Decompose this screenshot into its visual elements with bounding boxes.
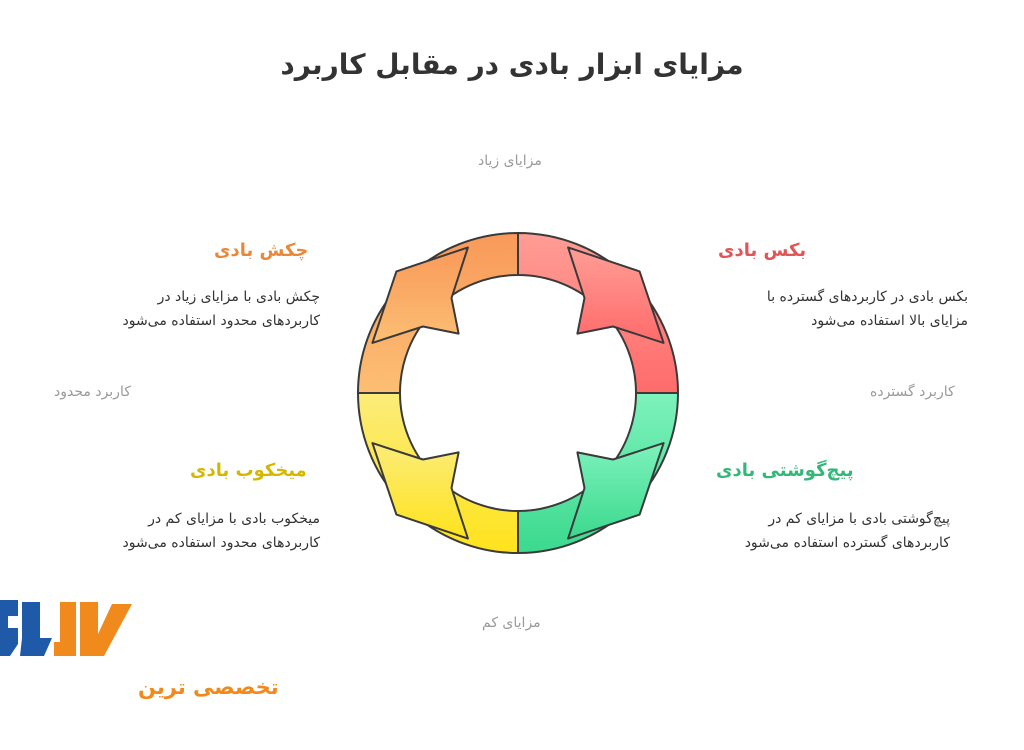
quadrant-desc-air-impact-wrench: بکس بادی در کاربردهای گسترده با مزایای بالا استفاده می‌شود [766,289,968,329]
cycle-diagram [340,215,696,571]
brand-logo [0,598,279,708]
axis-label-left: کاربرد محدود [54,384,131,400]
quadrant-title-air-impact-wrench: بکس بادی [718,240,807,261]
page-title: مزایای ابزار بادی در مقابل کاربرد [280,48,744,81]
quadrant-desc-air-nailer: میخکوب بادی با مزایای کم در کاربردهای محدود استفاده می‌شود [122,511,320,551]
logo-tagline: تخصصی ترین [138,675,279,699]
axis-label-right: کاربرد گسترده [870,384,955,400]
quadrant-desc-air-hammer: چکش بادی با مزایای زیاد در کاربردهای محدود استفاده می‌شود [122,289,320,329]
quadrant-title-air-hammer: چکش بادی [214,240,309,261]
quadrant-desc-air-screwdriver: پیچ‌گوشتی بادی با مزایای کم در کاربردهای گسترده استفاده می‌شود [744,511,950,551]
quadrant-title-air-screwdriver: پیچ‌گوشتی بادی [716,460,854,481]
axis-label-top: مزایای زیاد [478,153,542,169]
axis-label-bottom: مزایای کم [482,615,541,631]
quadrant-title-air-nailer: میخکوب بادی [190,460,307,481]
